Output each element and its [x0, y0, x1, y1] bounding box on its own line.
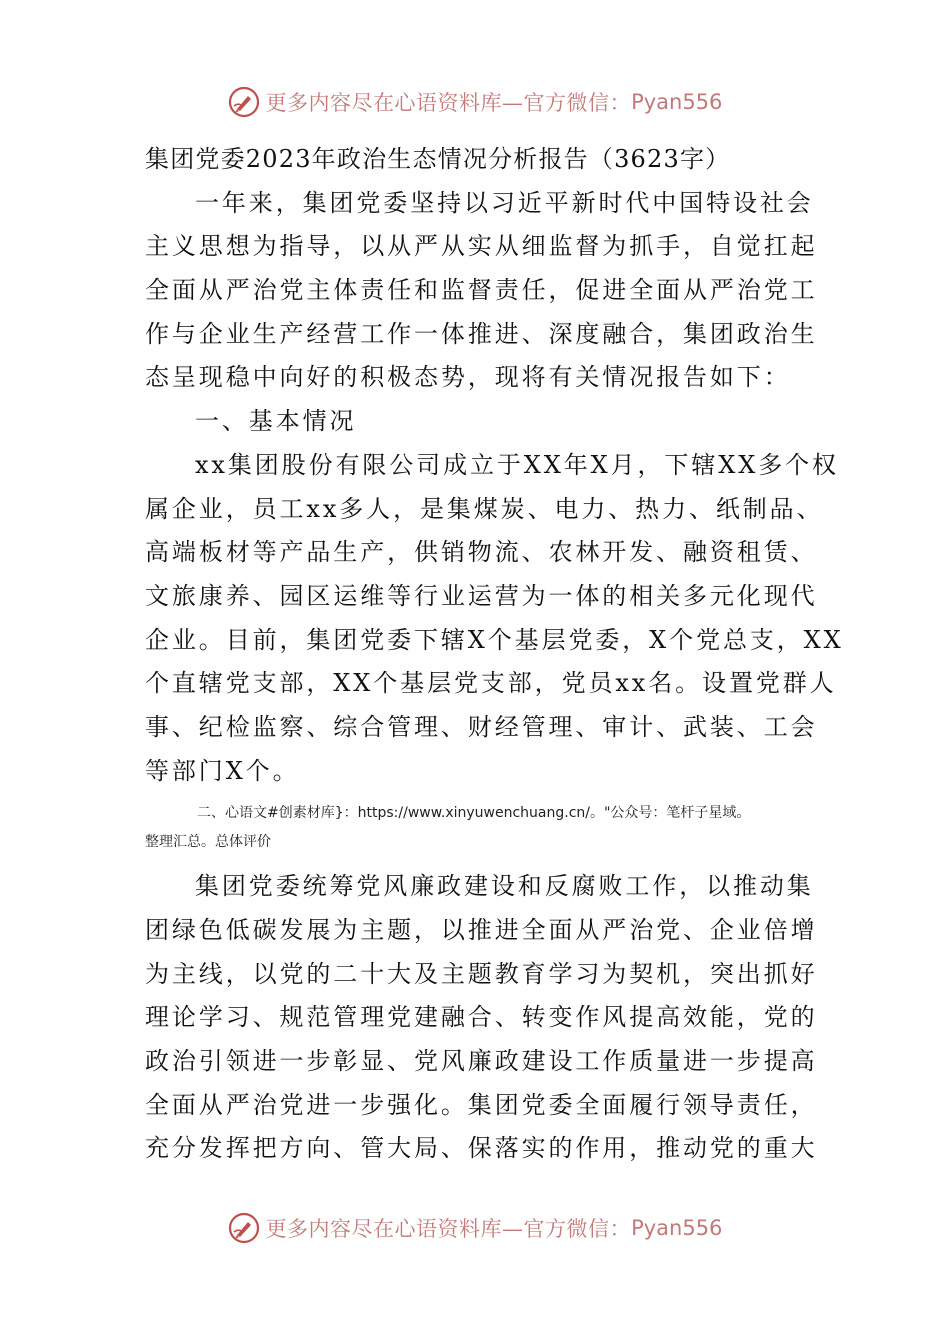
text-line: 政治引领进一步彰显、党风廉政建设工作质量进一步提高 — [145, 1047, 818, 1076]
text-line: 态呈现稳中向好的积极态势，现将有关情况报告如下： — [145, 363, 791, 392]
banner-wechat-id: Pyan556 — [631, 1216, 723, 1240]
text-line: 作与企业生产经营工作一体推进、深度融合，集团政治生 — [145, 319, 818, 348]
text-line: 全面从严治党主体责任和监督责任，促进全面从严治党工 — [145, 276, 818, 305]
text-line: 属企业，员工xx多人，是集煤炭、电力、热力、纸制品、 — [145, 494, 824, 523]
text-line: 充分发挥把方向、管大局、保落实的作用，推动党的重大 — [145, 1134, 818, 1163]
text-line: 二、心语文#创素材库}：https://www.xinyuwenchuang.cn/。"公众号：笔杆子星域。 — [197, 805, 751, 822]
paragraph-basic-info — [145, 444, 844, 794]
section-heading-basic: 一、基本情况 — [195, 407, 357, 436]
text-line: 企业。目前，集团党委下辖X个基层党委，X个党总支，XX — [145, 625, 844, 654]
text-line: xx集团股份有限公司成立于XX年X月，下辖XX多个权 — [195, 450, 839, 479]
banner-text: 更多内容尽在心语资料库—官方微信： — [265, 1217, 632, 1241]
banner-text: 更多内容尽在心语资料库—官方微信： — [265, 91, 632, 115]
document-title: 集团党委2023年政治生态情况分析报告（3623字） — [145, 145, 731, 173]
text-line: 理论学习、规范管理党建融合、转变作风提高效能，党的 — [145, 1003, 818, 1032]
text-line: 集团党委统筹党风廉政建设和反腐败工作，以推动集 — [195, 872, 814, 901]
document-body — [145, 138, 844, 1171]
pen-logo-icon — [228, 86, 260, 118]
header-banner — [0, 82, 950, 122]
paragraph-evaluation — [145, 865, 818, 1171]
text-line: 个直辖党支部，XX个基层党支部，党员xx名。设置党群人 — [145, 669, 837, 698]
text-line: 主义思想为指导，以从严从实从细监督为抓手，自觉扛起 — [145, 232, 818, 261]
banner-wechat-id: Pyan556 — [631, 90, 723, 114]
text-line: 一年来，集团党委坚持以习近平新时代中国特设社会 — [195, 188, 814, 217]
text-line: 团绿色低碳发展为主题，以推进全面从严治党、企业倍增 — [145, 916, 818, 944]
text-line: 整理汇总。总体评价 — [145, 834, 271, 851]
text-line: 文旅康养、园区运维等行业运营为一体的相关多元化现代 — [145, 581, 818, 610]
text-line: 事、纪检监察、综合管理、财经管理、审计、武装、工会 — [145, 712, 818, 741]
text-line: 等部门X个。 — [145, 756, 300, 785]
paragraph-intro — [145, 182, 818, 400]
section-heading-evaluation — [145, 799, 807, 857]
footer-banner — [0, 1208, 950, 1248]
text-line: 为主线，以党的二十大及主题教育学习为契机，突出抓好 — [145, 959, 818, 988]
pen-logo-icon — [228, 1212, 260, 1244]
text-line: 全面从严治党进一步强化。集团党委全面履行领导责任， — [145, 1090, 818, 1119]
text-line: 高端板材等产品生产，供销物流、农林开发、融资租赁、 — [145, 538, 818, 567]
